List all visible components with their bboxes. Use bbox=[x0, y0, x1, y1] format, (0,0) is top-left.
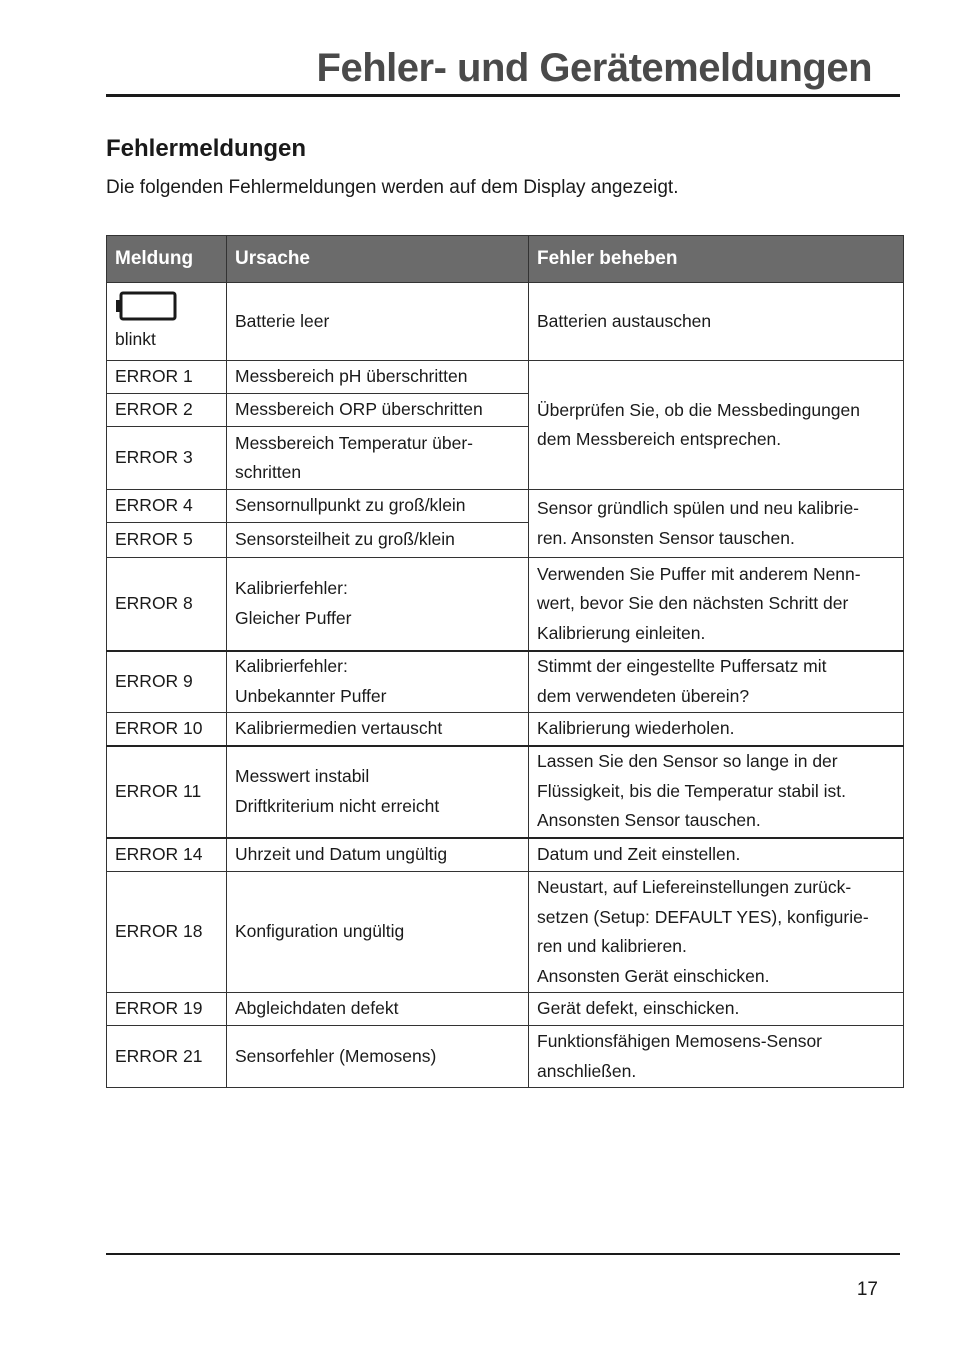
ursache-line: schritten bbox=[235, 462, 302, 482]
cell-meldung: ERROR 21 bbox=[107, 1026, 227, 1088]
cell-fix: Gerät defekt, einschicken. bbox=[529, 993, 904, 1026]
cell-ursache bbox=[227, 651, 529, 713]
cell-meldung: ERROR 10 bbox=[107, 713, 227, 746]
fix-line: Ansonsten Gerät einschicken. bbox=[537, 965, 770, 986]
fix-line: Flüssigkeit, bis die Temperatur stabil ist. bbox=[537, 780, 846, 801]
cell-meldung: ERROR 5 bbox=[107, 523, 227, 558]
cell-meldung: ERROR 4 bbox=[107, 490, 227, 523]
cell-fix: Kalibrierung wiederholen. bbox=[529, 713, 904, 746]
cell-ursache: Messbereich pH überschritten bbox=[227, 361, 529, 394]
fix-line: dem Messbereich entsprechen. bbox=[537, 429, 782, 449]
table-row bbox=[107, 838, 904, 872]
fix-line: Lassen Sie den Sensor so lange in der bbox=[537, 751, 838, 772]
cell-fix bbox=[529, 746, 904, 838]
cell-ursache: Sensornullpunkt zu groß/klein bbox=[227, 490, 529, 523]
table-row bbox=[107, 283, 904, 361]
cell-ursache bbox=[227, 558, 529, 651]
table-header-row bbox=[107, 236, 904, 283]
fix-line: Verwenden Sie Puffer mit anderem Nenn- bbox=[537, 563, 861, 584]
page-number: 17 bbox=[856, 1279, 878, 1300]
battery-meldung-cell bbox=[107, 283, 227, 361]
fix-line: dem verwendeten überein? bbox=[537, 685, 750, 706]
fix-line: Kalibrierung einleiten. bbox=[537, 622, 706, 643]
ursache-line: Messbereich Temperatur über- bbox=[235, 432, 473, 453]
cell-fix bbox=[529, 1026, 904, 1088]
header-fix: Fehler beheben bbox=[529, 236, 904, 283]
table-row bbox=[107, 490, 904, 523]
table-row bbox=[107, 1026, 904, 1088]
ursache-line: Gleicher Puffer bbox=[235, 607, 352, 628]
table-row bbox=[107, 872, 904, 993]
ursache-line: Kalibrierfehler: bbox=[235, 656, 348, 677]
fix-line: Ansonsten Sensor tauschen. bbox=[537, 810, 761, 831]
cell-fix bbox=[529, 361, 904, 490]
section-heading: Fehlermeldungen bbox=[106, 135, 307, 162]
cell-meldung: ERROR 18 bbox=[107, 872, 227, 993]
header-ursache: Ursache bbox=[227, 236, 529, 283]
cell-ursache: Kalibriermedien vertauscht bbox=[227, 713, 529, 746]
fix-line: anschließen. bbox=[537, 1060, 637, 1081]
cell-meldung: ERROR 14 bbox=[107, 838, 227, 872]
cell-fix bbox=[529, 490, 904, 558]
cell-ursache bbox=[227, 746, 529, 838]
cell-fix bbox=[529, 651, 904, 713]
fix-line: Funktionsfähigen Memosens-Sensor bbox=[537, 1031, 823, 1051]
table-row bbox=[107, 746, 904, 838]
battery-status-label: blinkt bbox=[115, 329, 156, 349]
cell-meldung: ERROR 1 bbox=[107, 361, 227, 394]
cell-ursache: Sensorfehler (Memosens) bbox=[227, 1026, 529, 1088]
ursache-line: Messwert instabil bbox=[235, 766, 370, 786]
table-row bbox=[107, 713, 904, 746]
cell-meldung: ERROR 9 bbox=[107, 651, 227, 713]
cell-meldung: ERROR 3 bbox=[107, 427, 227, 490]
cell-meldung: ERROR 11 bbox=[107, 746, 227, 838]
table-row bbox=[107, 651, 904, 713]
fix-line: wert, bevor Sie den nächsten Schritt der bbox=[537, 593, 849, 613]
battery-empty-icon bbox=[115, 291, 177, 321]
cell-ursache: Batterie leer bbox=[227, 283, 529, 361]
table-row bbox=[107, 558, 904, 651]
error-table bbox=[106, 235, 904, 1088]
fix-line: Überprüfen Sie, ob die Messbedingungen bbox=[537, 399, 860, 420]
table-row bbox=[107, 993, 904, 1026]
table-row bbox=[107, 361, 904, 394]
fix-line: ren. Ansonsten Sensor tauschen. bbox=[537, 527, 795, 548]
fix-line: Stimmt der eingestellte Puffersatz mit bbox=[537, 656, 827, 677]
title-divider bbox=[106, 94, 900, 97]
cell-meldung: ERROR 8 bbox=[107, 558, 227, 651]
cell-fix bbox=[529, 872, 904, 993]
fix-line: setzen (Setup: DEFAULT YES), konfigurie- bbox=[537, 906, 869, 927]
fix-line: Neustart, auf Liefereinstellungen zurück- bbox=[537, 877, 852, 897]
intro-text: Die folgenden Fehlermeldungen werden auf dem Display angezeigt. bbox=[106, 177, 679, 198]
footer-divider bbox=[106, 1253, 900, 1255]
cell-fix: Batterien austauschen bbox=[529, 283, 904, 361]
cell-fix: Datum und Zeit einstellen. bbox=[529, 838, 904, 872]
ursache-line: Unbekannter Puffer bbox=[235, 685, 387, 706]
header-meldung: Meldung bbox=[107, 236, 227, 283]
cell-fix bbox=[529, 558, 904, 651]
cell-ursache bbox=[227, 427, 529, 490]
cell-ursache: Abgleichdaten defekt bbox=[227, 993, 529, 1026]
cell-meldung: ERROR 2 bbox=[107, 394, 227, 427]
cell-ursache: Sensorsteilheit zu groß/klein bbox=[227, 523, 529, 558]
cell-ursache: Messbereich ORP überschritten bbox=[227, 394, 529, 427]
ursache-line: Kalibrierfehler: bbox=[235, 578, 348, 599]
fix-line: Sensor gründlich spülen und neu kalibrie- bbox=[537, 498, 860, 518]
page-title: Fehler- und Gerätemeldungen bbox=[316, 46, 872, 90]
cell-ursache: Uhrzeit und Datum ungültig bbox=[227, 838, 529, 872]
ursache-line: Driftkriterium nicht erreicht bbox=[235, 795, 440, 816]
fix-line: ren und kalibrieren. bbox=[537, 936, 687, 956]
cell-ursache: Konfiguration ungültig bbox=[227, 872, 529, 993]
cell-meldung: ERROR 19 bbox=[107, 993, 227, 1026]
